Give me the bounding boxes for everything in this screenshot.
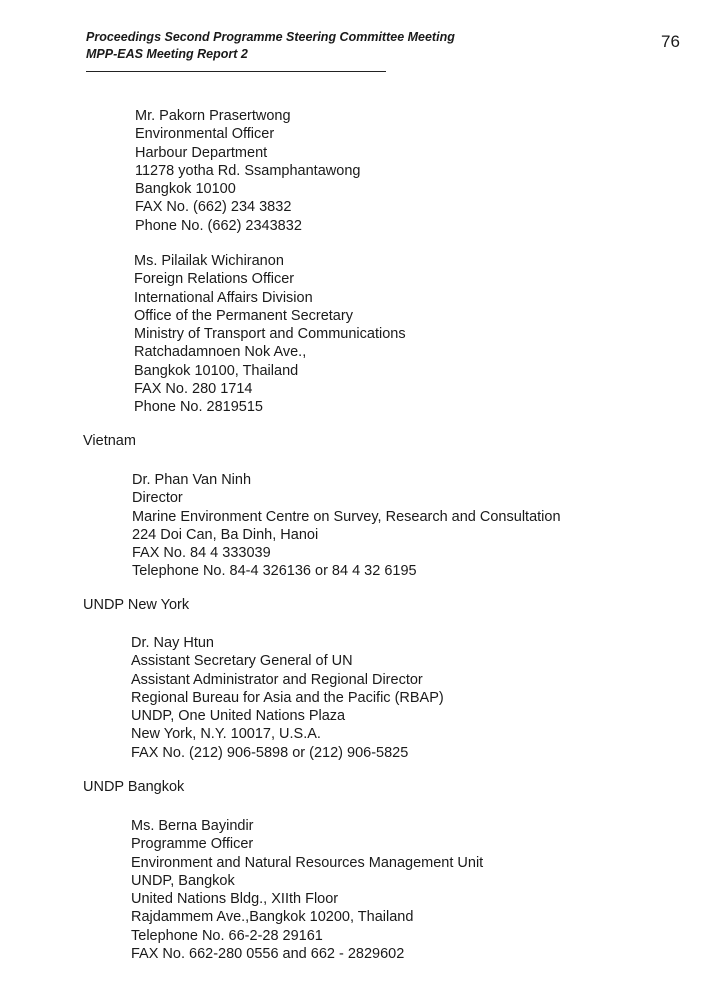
contact-detail-line: Marine Environment Centre on Survey, Research and Consultation xyxy=(132,508,561,525)
contact-entry xyxy=(134,252,406,417)
contact-detail-line: Foreign Relations Officer xyxy=(134,271,295,288)
contact-detail-line: Phone No. 2819515 xyxy=(134,399,263,416)
contact-detail-line: Bangkok 10100 xyxy=(135,181,236,198)
section-heading-undp-bangkok: UNDP Bangkok xyxy=(83,779,185,795)
running-header-subtitle: MPP-EAS Meeting Report 2 xyxy=(86,47,248,61)
contact-detail-line: Assistant Administrator and Regional Director xyxy=(131,671,423,688)
contact-detail-line: Environment and Natural Resources Management Unit xyxy=(131,854,484,871)
header-rule xyxy=(86,71,386,72)
contact-detail-line: New York, N.Y. 10017, U.S.A. xyxy=(131,726,321,743)
contact-entry xyxy=(135,107,360,235)
contact-detail-line: 11278 yotha Rd. Ssamphantawong xyxy=(135,162,361,179)
contact-name: Dr. Phan Van Ninh xyxy=(132,472,252,488)
contact-detail-line: Environmental Officer xyxy=(135,126,275,143)
contact-detail-line: Harbour Department xyxy=(135,144,268,161)
contact-detail-line: Bangkok 10100, Thailand xyxy=(134,362,299,379)
contact-detail-line: Office of the Permanent Secretary xyxy=(134,307,353,324)
contact-detail-line: Ministry of Transport and Communications xyxy=(134,326,406,343)
contact-detail-line: Assistant Secretary General of UN xyxy=(131,653,353,670)
contact-detail-line: FAX No. 84 4 333039 xyxy=(132,545,271,562)
contact-detail-line: FAX No. (212) 906-5898 or (212) 906-5825 xyxy=(131,744,409,761)
contact-detail-line: Programme Officer xyxy=(131,836,254,853)
section-heading-undp-new-york: UNDP New York xyxy=(83,597,190,613)
contact-detail-line: Director xyxy=(132,490,183,507)
contact-name: Ms. Berna Bayindir xyxy=(131,818,254,834)
contact-detail-line: Regional Bureau for Asia and the Pacific (RBAP) xyxy=(131,689,444,706)
contact-detail-line: UNDP, One United Nations Plaza xyxy=(131,708,346,725)
contact-name: Ms. Pilailak Wichiranon xyxy=(134,253,284,269)
contact-detail-line: Telephone No. 66-2-28 29161 xyxy=(131,927,323,944)
contact-entry xyxy=(132,471,561,581)
contact-detail-line: FAX No. 662-280 0556 and 662 - 2829602 xyxy=(131,946,405,963)
contact-name: Dr. Nay Htun xyxy=(131,635,214,651)
contact-detail-line: Rajdammem Ave.,Bangkok 10200, Thailand xyxy=(131,909,414,926)
contact-detail-line: 224 Doi Can, Ba Dinh, Hanoi xyxy=(132,526,319,543)
contact-detail-line: Telephone No. 84-4 326136 or 84 4 32 6195 xyxy=(132,563,417,580)
contact-detail-line: Phone No. (662) 2343832 xyxy=(135,217,302,234)
page-number: 76 xyxy=(661,32,680,51)
contact-detail-line: UNDP, Bangkok xyxy=(131,872,235,889)
contact-detail-line: International Affairs Division xyxy=(134,289,313,306)
contact-detail-line: Ratchadamnoen Nok Ave., xyxy=(134,344,307,361)
contact-name: Mr. Pakorn Prasertwong xyxy=(135,108,291,124)
running-header-title: Proceedings Second Programme Steering Committee Meeting xyxy=(86,30,455,44)
contact-entry xyxy=(131,817,483,963)
contact-detail-line: FAX No. (662) 234 3832 xyxy=(135,199,292,216)
contact-entry xyxy=(131,634,444,762)
contact-detail-line: United Nations Bldg., XIIth Floor xyxy=(131,891,339,908)
section-heading-vietnam: Vietnam xyxy=(83,433,136,449)
contact-detail-line: FAX No. 280 1714 xyxy=(134,381,253,398)
